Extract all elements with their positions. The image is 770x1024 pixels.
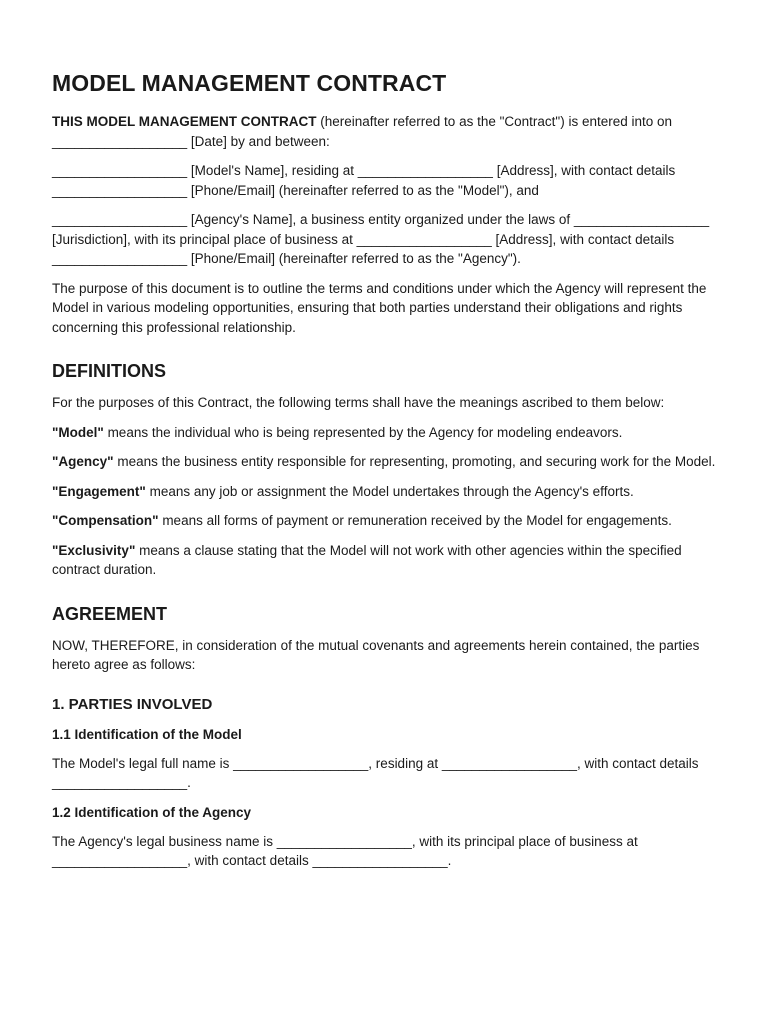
model-party-paragraph: __________________ [Model's Name], residing at __________________ [Address], with contact details __________________ [Phone/Email] (hereinafter referred to as the "Model"), and	[52, 163, 676, 198]
definition-exclusivity	[52, 541, 722, 580]
document-title: MODEL MANAGEMENT CONTRACT	[52, 70, 447, 96]
definition-term: "Model"	[52, 424, 104, 440]
definition-text: means all forms of payment or remuneration received by the Model for engagements.	[158, 513, 672, 528]
definition-term: "Compensation"	[52, 513, 159, 528]
definition-model	[52, 423, 722, 443]
definition-term: "Exclusivity"	[52, 542, 136, 558]
model-identification-heading: 1.1 Identification of the Model	[52, 726, 242, 742]
agreement-heading: AGREEMENT	[52, 603, 168, 624]
agency-party-paragraph: __________________ [Agency's Name], a business entity organized under the laws of __________________ [Jurisdiction], with its principal place of business at __________________ [Address], with contact details __________________ [Phone/Email] (hereinafter referred to as the "Agency").	[52, 212, 710, 266]
definition-text: means a clause stating that the Model will not work with other agencies within the specified contract duration.	[52, 542, 682, 577]
definition-text: means any job or assignment the Model undertakes through the Agency's efforts.	[145, 483, 634, 499]
agreement-paragraph: NOW, THEREFORE, in consideration of the mutual covenants and agreements herein contained, the parties hereto agree as follows:	[52, 637, 700, 672]
intro-rest: (hereinafter referred to as the "Contract") is entered into on __________________ [Date] by and between:	[52, 114, 673, 149]
definition-text: means the business entity responsible for representing, promoting, and securing work for the Model.	[113, 454, 716, 469]
purpose-paragraph: The purpose of this document is to outline the terms and conditions under which the Agency will represent the Model in various modeling opportunities, ensuring that both parties understand their obligations and rights concerning this professional relationship.	[52, 280, 707, 335]
definition-engagement	[52, 482, 722, 502]
definition-text: means the individual who is being represented by the Agency for modeling endeavors.	[103, 424, 623, 440]
parties-heading: 1. PARTIES INVOLVED	[52, 695, 213, 713]
agency-identification-paragraph: The Agency's legal business name is __________________, with its principal place of business at __________________, with contact details __________________.	[52, 833, 638, 868]
definitions-heading: DEFINITIONS	[52, 361, 167, 381]
definition-compensation	[52, 511, 722, 531]
definition-term: "Engagement"	[52, 483, 146, 499]
model-identification-paragraph: The Model's legal full name is __________________, residing at __________________, with contact details __________________.	[52, 755, 699, 790]
document-page	[52, 68, 722, 881]
intro-paragraph	[52, 112, 722, 151]
agency-identification-heading: 1.2 Identification of the Agency	[52, 804, 252, 820]
definition-term: "Agency"	[52, 454, 114, 469]
definitions-intro: For the purposes of this Contract, the following terms shall have the meanings ascribed to them below:	[52, 395, 665, 410]
intro-lead: THIS MODEL MANAGEMENT CONTRACT	[52, 114, 317, 129]
definition-agency	[52, 452, 722, 472]
